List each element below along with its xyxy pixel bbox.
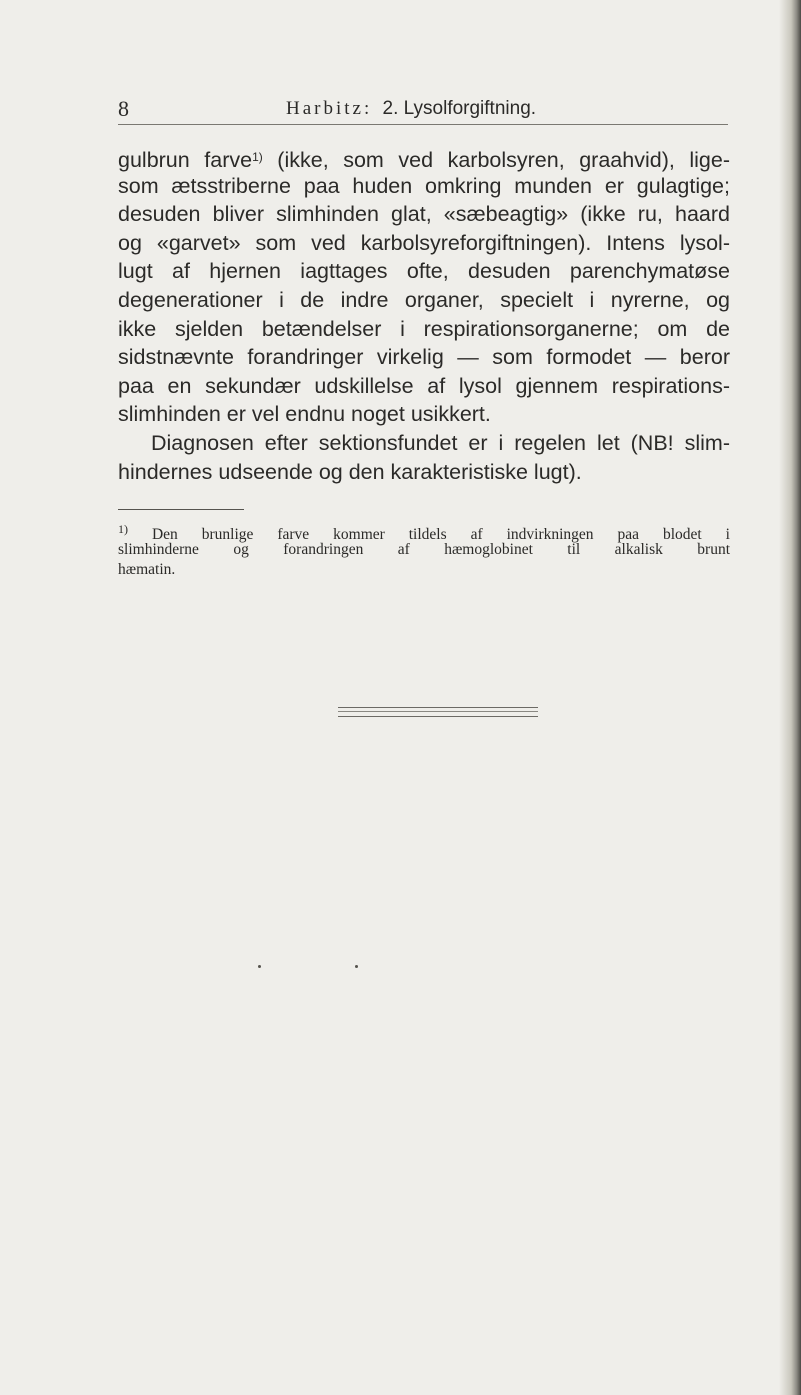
paper-speck xyxy=(258,965,261,968)
text-line: ikke sjelden betændelser i respirationsorganerne; om de xyxy=(118,316,730,341)
header-chapter: 2. Lysolforgiftning. xyxy=(382,98,537,119)
header-separator: : xyxy=(363,98,370,119)
main-text xyxy=(118,143,730,486)
paper-speck xyxy=(355,965,358,968)
text-fragment: (ikke, som ved karbolsyren, graahvid), lige- xyxy=(262,148,731,172)
footnote-separator xyxy=(118,509,244,510)
text-line: lugt af hjernen iagttages ofte, desuden parenchymatøse xyxy=(118,259,730,284)
text-line: sidstnævnte forandringer virkelig — som formodet — beror xyxy=(118,345,730,370)
text-line: og «garvet» som ved karbolsyreforgiftningen). Intens lysol- xyxy=(118,230,730,255)
text-line: hindernes udseende og den karakteristiske lugt). xyxy=(118,459,582,484)
text-line: slimhinden er vel endnu noget usikkert. xyxy=(118,402,491,427)
text-line: Diagnosen efter sektionsfundet er i regelen let (NB! slim- xyxy=(151,430,730,455)
running-header xyxy=(118,96,728,125)
page-number: 8 xyxy=(118,96,129,121)
text-line: som ætsstriberne paa huden omkring munden er gulagtige; xyxy=(118,173,730,198)
text-fragment: gulbrun farve xyxy=(118,148,253,172)
footnote-line xyxy=(118,519,730,543)
page-edge-shadow xyxy=(779,0,801,1395)
footnote-marker: 1) xyxy=(118,522,128,536)
text-line xyxy=(118,143,730,172)
end-double-rule xyxy=(338,707,538,717)
header-author: Harbitz xyxy=(286,98,364,119)
footnote xyxy=(118,519,730,581)
footnote-reference: 1) xyxy=(252,150,263,164)
text-line: degenerationer i de indre organer, specielt i nyrerne, og xyxy=(118,287,730,312)
text-line: paa en sekundær udskillelse af lysol gjennem respirations- xyxy=(118,373,730,398)
running-title xyxy=(286,98,536,120)
text-line: desuden bliver slimhinden glat, «sæbeagtig» (ikke ru, haard xyxy=(118,202,730,227)
footnote-text: Den brunlige farve kommer tildels af indvirkningen paa blodet i xyxy=(128,526,730,543)
footnote-line: slimhinderne og forandringen af hæmoglobinet til alkalisk brunt xyxy=(118,540,730,558)
footnote-line: hæmatin. xyxy=(118,561,176,578)
